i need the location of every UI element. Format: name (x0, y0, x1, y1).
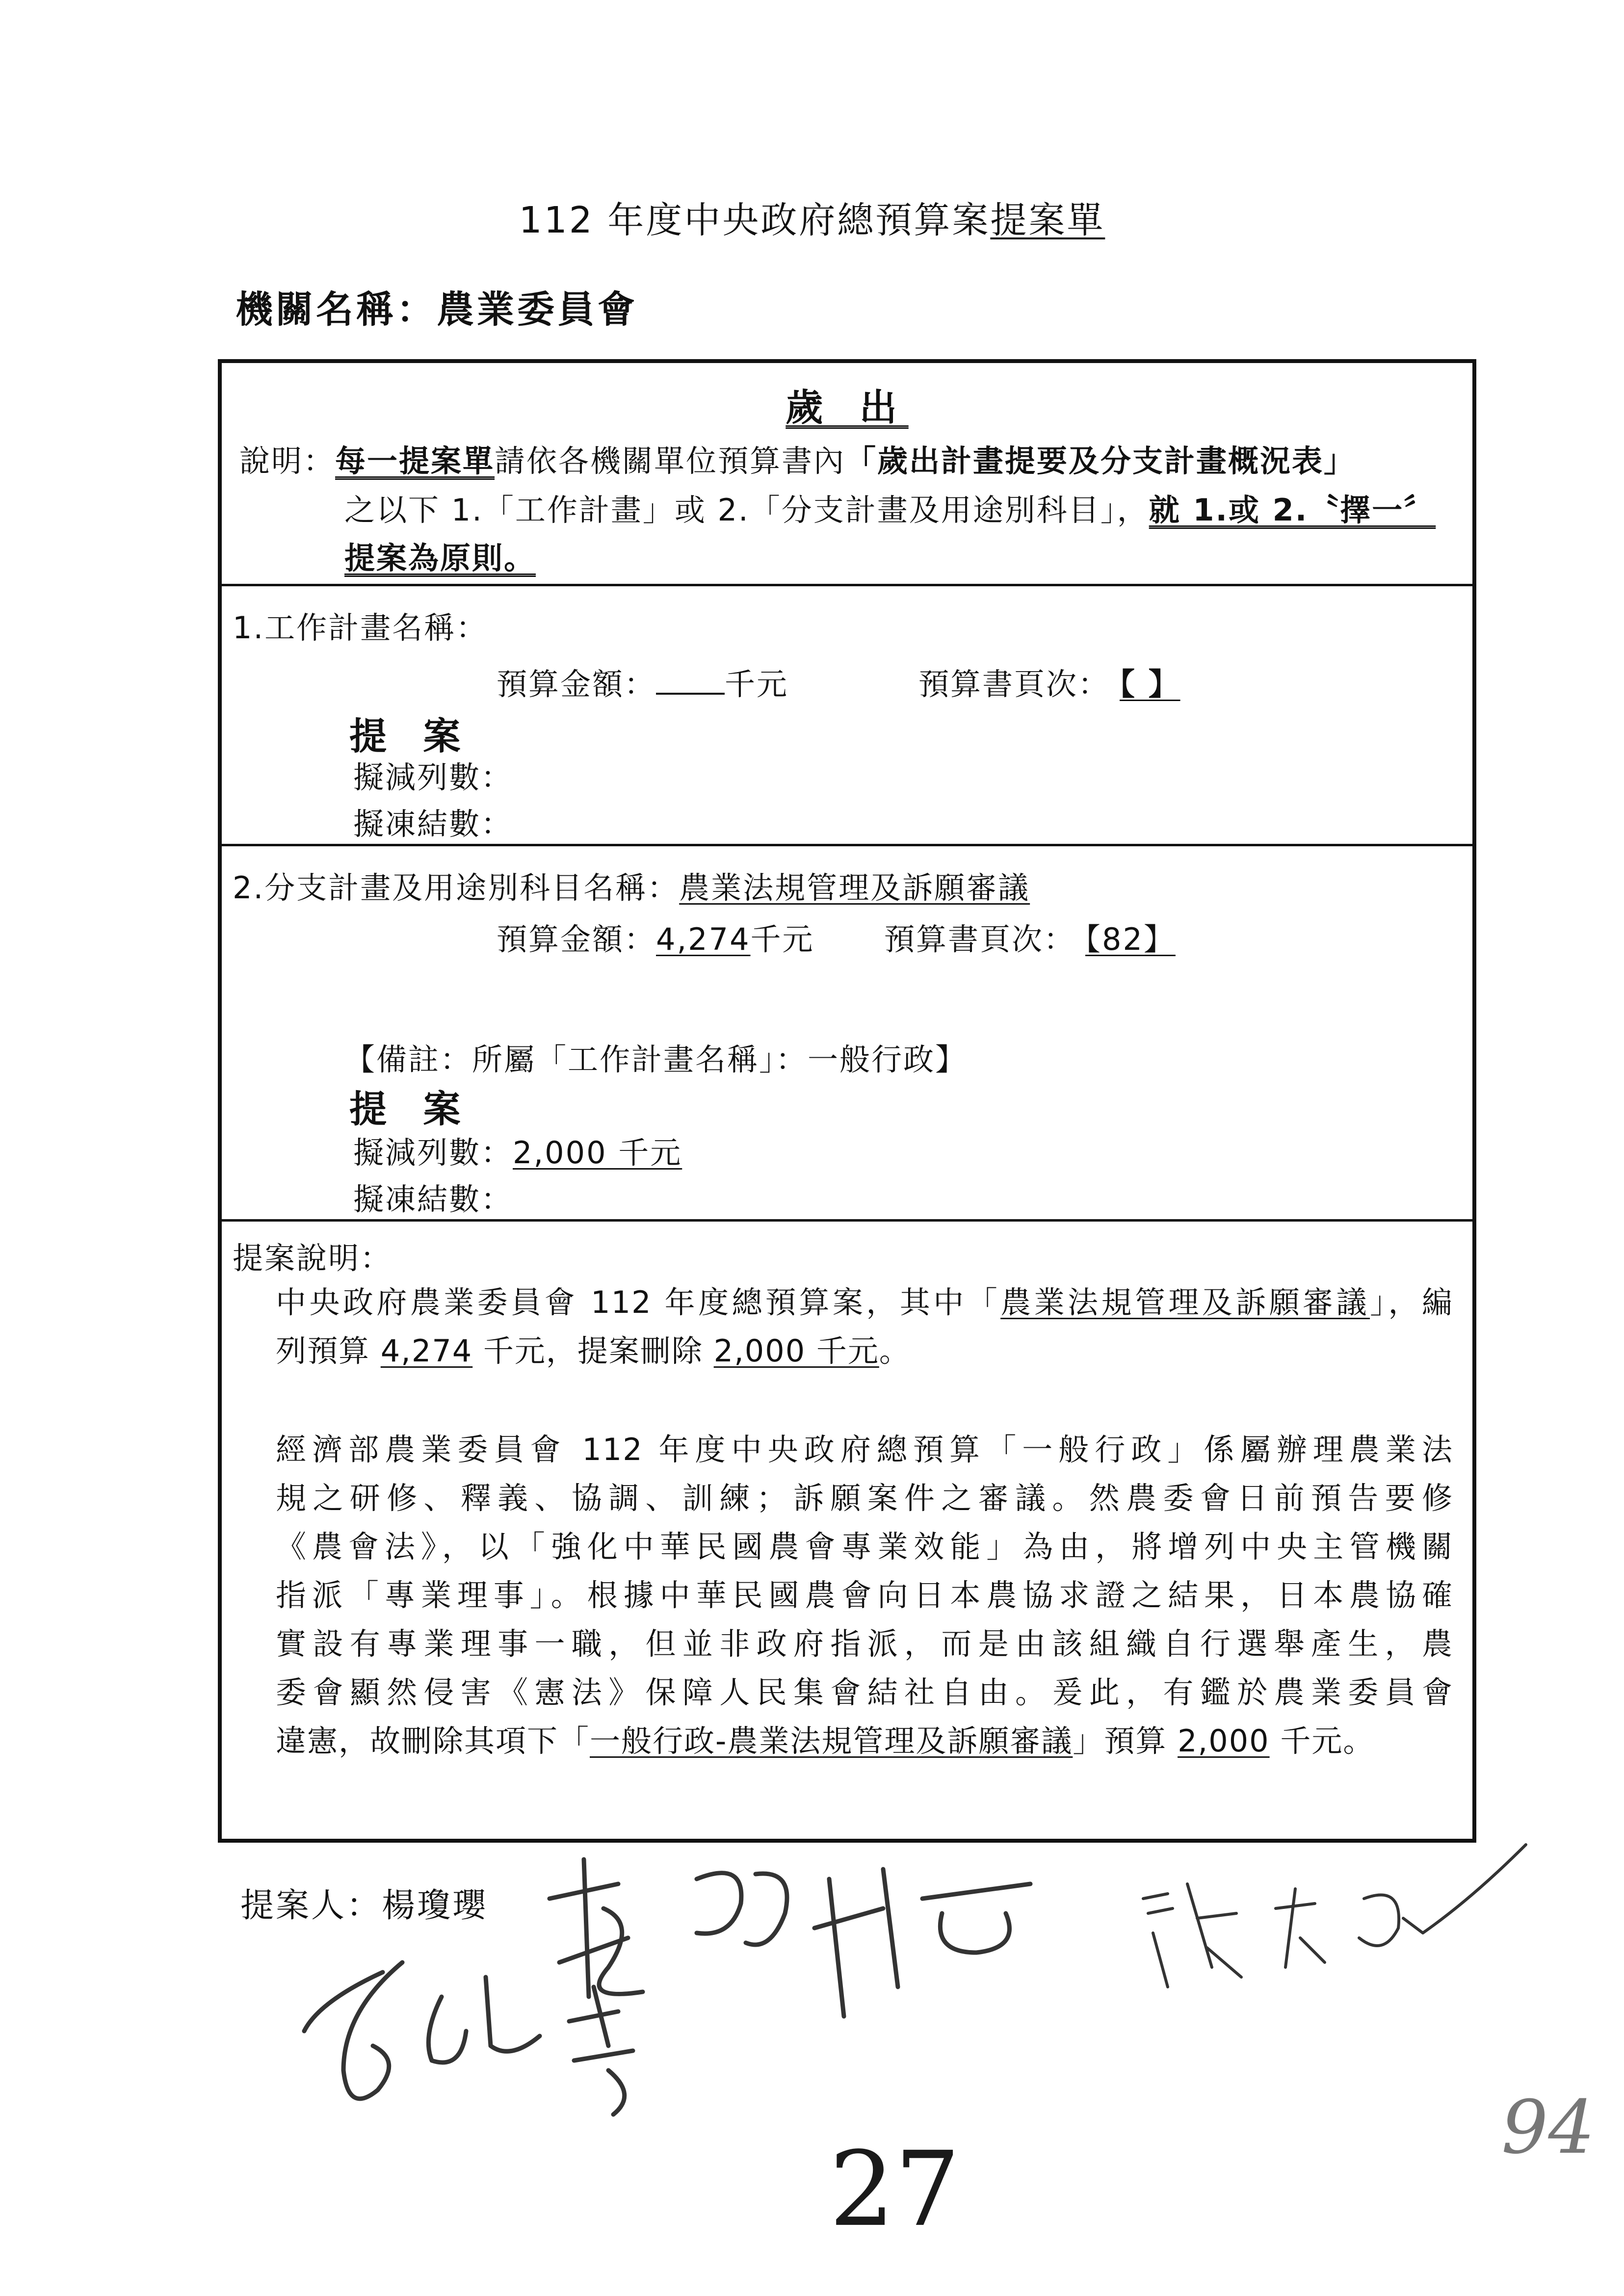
signature-1 (550, 1859, 1030, 2016)
divider (222, 844, 1472, 846)
instructions-line-1: 說明：每一提案單請依各機關單位預算書內「歲出計畫提要及分支計畫概況表」 (239, 443, 1356, 479)
section-heading: 歲 出 (786, 386, 909, 429)
divider (222, 584, 1472, 586)
part2-freeze-label: 擬凍結數： (353, 1181, 513, 1217)
agency-name: 機關名稱：農業委員會 (236, 287, 638, 331)
part1-freeze-label: 擬凍結數： (353, 806, 513, 842)
proposer: 提案人：楊瓊瓔 (240, 1886, 488, 1925)
part2-proposal-heading: 提 案 (349, 1087, 472, 1131)
proposal-form-table (218, 359, 1476, 1843)
document-title: 112 年度中央政府總預算案提案單 (519, 199, 1105, 241)
part1-label: 1.工作計畫名稱： (233, 610, 488, 646)
explanation-label: 提案說明： (233, 1240, 393, 1276)
part1-page: 預算書頁次： 【 】 (918, 666, 1180, 702)
instructions-line-3: 提案為原則。 (344, 540, 536, 576)
part1-reduce-label: 擬減列數： (353, 759, 513, 795)
explanation-paragraph-1: 中央政府農業委員會 112 年度總預算案，其中「農業法規管理及訴願審議」，編 列預算 4,274 千元，提案刪除 2,000 千元。 (276, 1284, 1453, 1369)
handwritten-corner-number: 94 (1501, 2085, 1595, 2170)
signature-2 (1143, 1845, 1526, 1987)
signature-3 (304, 1962, 633, 2114)
divider (222, 1219, 1472, 1222)
part2-note: 【備註：所屬「工作計畫名稱」：一般行政】 (344, 1042, 968, 1077)
explanation-paragraph-2: 經濟部農業委員會 112 年度中央政府總預算「一般行政」係屬辦理農業法 規之研修、釋義、協調、訓練；訴願案件之審議。然農委會日前預告要修 《農會法》，以「強化中華民國農會專業效能」為由，將增列中央主管機關 指派「專業理事」。根據中華民國農會向日本農協求證之結果，日本農協確 實設有專業理事一職，但並非政府指派，而是由該組織自行選舉產生，農 委會顯然侵害《憲法》保障人民集會結社自由。爰此，有鑑於農業委員會 違憲，故刪除其項下「一般行政-農業法規管理及訴願審議」預算 2,000 千元。 (276, 1432, 1453, 1759)
part1-budget: 預算金額： 千元 (497, 666, 789, 702)
part2-label: 2.分支計畫及用途別科目名稱：農業法規管理及訴願審議 (233, 870, 1030, 906)
handwritten-page-number: 27 (829, 2129, 961, 2249)
signatures (0, 1840, 1624, 2296)
part2-budget: 預算金額：4,274千元 (497, 921, 814, 957)
part2-page: 預算書頁次： 【82】 (884, 921, 1176, 957)
part2-reduce: 擬減列數：2,000 千元 (353, 1135, 682, 1171)
part1-proposal-heading: 提 案 (349, 714, 472, 758)
instructions-line-2: 之以下 1.「工作計畫」或 2.「分支計畫及用途別科目」，就 1.或 2.〝擇一〞 (344, 492, 1436, 528)
